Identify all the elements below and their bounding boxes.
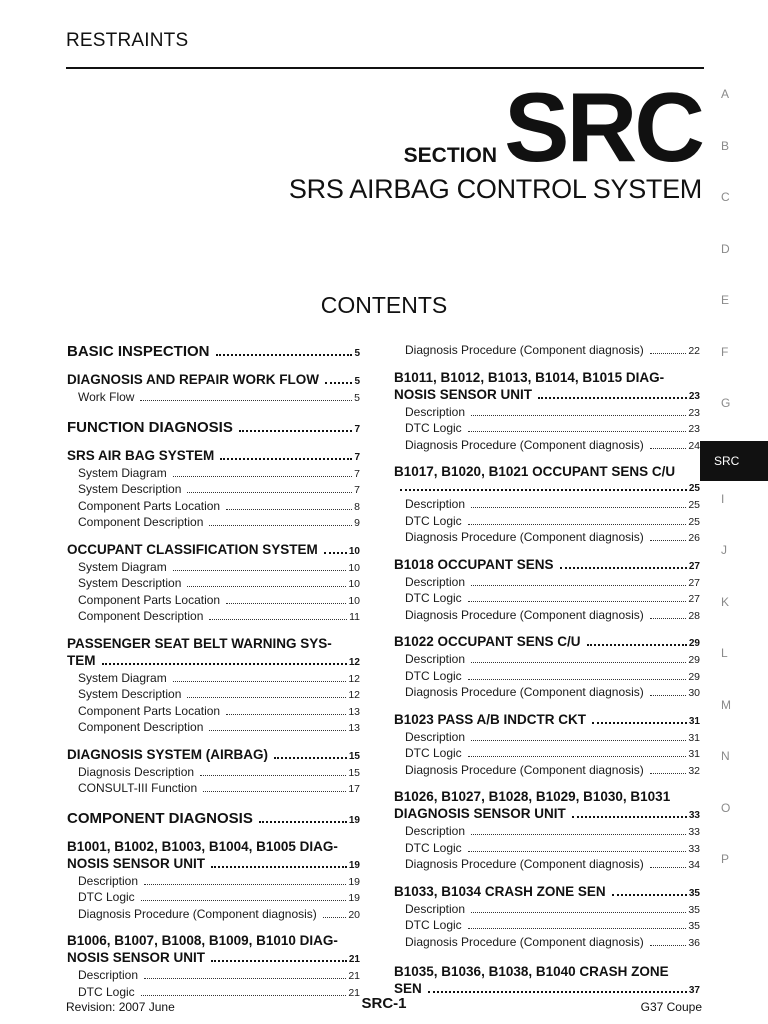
section-tab-f[interactable]: F — [721, 344, 729, 359]
toc-page-number: 13 — [348, 722, 360, 734]
leader-dots — [572, 816, 687, 818]
toc-subentry[interactable] — [394, 902, 700, 919]
toc-page-number: 28 — [688, 609, 700, 622]
toc-entry-title-cont: DIAGNOSIS SENSOR UNIT — [394, 806, 566, 821]
toc-spacer — [67, 829, 360, 838]
toc-subentry[interactable] — [394, 343, 700, 360]
toc-page-number: 22 — [688, 345, 700, 357]
toc-page-number: 20 — [348, 908, 360, 921]
toc-subentry[interactable] — [394, 918, 700, 935]
section-title: SRS AIRBAG CONTROL SYSTEM — [288, 174, 702, 204]
leader-dots — [323, 917, 347, 918]
toc-column-left — [67, 343, 360, 1001]
leader-dots — [471, 912, 686, 913]
toc-page-number: 27 — [688, 560, 700, 572]
toc-entry[interactable] — [67, 419, 360, 438]
leader-dots — [428, 991, 687, 993]
leader-dots — [220, 458, 352, 460]
toc-page-number: 35 — [688, 903, 700, 916]
toc-subentry[interactable] — [67, 765, 360, 782]
toc-page-number: 10 — [348, 561, 360, 574]
toc-subentry[interactable] — [394, 608, 700, 625]
section-index-tabs — [700, 84, 768, 901]
toc-page-number: 25 — [688, 483, 700, 494]
toc-spacer — [394, 454, 700, 463]
toc-entry-title: B1033, B1034 CRASH ZONE SEN — [394, 883, 606, 899]
toc-page-number: 33 — [688, 842, 700, 855]
toc-page-number: 7 — [354, 451, 360, 463]
section-tab-o[interactable]: O — [721, 800, 731, 815]
toc-spacer — [67, 532, 360, 541]
toc-entry-title-line2 — [67, 855, 360, 874]
toc-subentry-title: Diagnosis Procedure (Component diagnosis) — [405, 343, 644, 357]
toc-page-number: 31 — [688, 731, 700, 744]
toc-entry-title-line1: B1026, B1027, B1028, B1029, B1030, B1031 — [394, 789, 671, 804]
toc-entry[interactable] — [67, 371, 360, 390]
toc-page-number: 19 — [348, 814, 360, 826]
toc-subentry-title: Component Description — [78, 515, 204, 529]
leader-dots — [468, 601, 687, 602]
toc-subentry-title: Description — [405, 404, 466, 419]
toc-page-number: 9 — [354, 517, 360, 529]
toc-entry-title-line1: PASSENGER SEAT BELT WARNING SYS- — [67, 635, 332, 651]
toc-entry-title-line1: B1017, B1020, B1021 OCCUPANT SENS C/U — [394, 464, 676, 479]
toc-spacer — [394, 702, 700, 711]
toc-subentry-title: Description — [405, 824, 466, 838]
toc-entry[interactable] — [67, 932, 360, 968]
toc-entry-title-line2 — [67, 949, 360, 968]
leader-dots — [400, 489, 687, 491]
toc-subentry[interactable] — [394, 685, 700, 702]
toc-entry[interactable] — [67, 635, 360, 671]
toc-page-number: 15 — [348, 750, 360, 762]
toc-subentry[interactable] — [67, 609, 360, 626]
leader-dots — [471, 662, 686, 663]
toc-entry-title-line2 — [394, 386, 700, 405]
toc-subentry[interactable] — [67, 390, 360, 407]
toc-subentry[interactable] — [67, 560, 360, 577]
toc-spacer — [394, 779, 700, 788]
toc-subentry-title: DTC Logic — [405, 421, 462, 435]
toc-subentry-title: DTC Logic — [405, 746, 462, 760]
toc-entry[interactable] — [394, 963, 700, 999]
leader-dots — [259, 821, 347, 823]
toc-entry[interactable] — [67, 447, 360, 466]
leader-dots — [650, 867, 687, 868]
leader-dots — [226, 509, 352, 510]
toc-subentry[interactable] — [67, 781, 360, 798]
toc-spacer — [67, 407, 360, 419]
toc-spacer — [67, 923, 360, 932]
leader-dots — [209, 525, 352, 526]
toc-subentry-title: Description — [405, 497, 466, 511]
toc-page-number: 31 — [688, 748, 700, 760]
toc-entry-title: B1022 OCCUPANT SENS C/U — [394, 634, 581, 649]
toc-page-number: 13 — [348, 705, 360, 718]
section-tab-j[interactable]: J — [721, 543, 727, 557]
toc-page-number: 7 — [354, 423, 360, 435]
toc-page-number: 33 — [688, 810, 700, 821]
toc-subentry-title: DTC Logic — [78, 890, 135, 904]
leader-dots — [211, 960, 347, 962]
leader-dots — [239, 430, 353, 432]
toc-subentry[interactable] — [394, 497, 700, 514]
section-code: SRC — [504, 72, 702, 182]
leader-dots — [144, 884, 346, 885]
toc-subentry[interactable] — [394, 841, 700, 858]
toc-entry-title-line1: B1011, B1012, B1013, B1014, B1015 DIAG- — [394, 369, 665, 385]
leader-dots — [468, 679, 687, 680]
toc-subentry-title: Diagnosis Description — [78, 764, 195, 779]
toc-page-number: 12 — [348, 672, 360, 685]
toc-subentry-title: Diagnosis Procedure (Component diagnosis) — [405, 934, 644, 949]
leader-dots — [471, 834, 686, 835]
toc-subentry[interactable] — [67, 482, 360, 499]
toc-page-number: 33 — [688, 826, 700, 838]
toc-column-right — [394, 343, 700, 999]
toc-subentry[interactable] — [394, 575, 700, 592]
toc-page-number: 34 — [688, 859, 700, 871]
toc-subentry[interactable] — [67, 704, 360, 721]
section-tab-e[interactable]: E — [721, 293, 730, 307]
toc-spacer — [394, 547, 700, 556]
leader-dots — [468, 431, 687, 432]
leader-dots — [203, 791, 346, 792]
toc-subentry-title: System Description — [78, 687, 182, 701]
toc-page-number: 29 — [688, 670, 700, 683]
toc-subentry-title: Diagnosis Procedure (Component diagnosis) — [405, 607, 644, 622]
toc-subentry[interactable] — [67, 687, 360, 704]
toc-entry[interactable] — [394, 369, 700, 405]
toc-subentry-title: System Diagram — [78, 465, 167, 480]
leader-dots — [650, 945, 687, 946]
toc-entry-title: DIAGNOSIS SYSTEM (AIRBAG) — [67, 746, 269, 762]
toc-entry-title-line1: B1006, B1007, B1008, B1009, B1010 DIAG- — [67, 933, 338, 948]
toc-entry-title: B1023 PASS A/B INDCTR CKT — [394, 711, 587, 727]
leader-dots — [612, 894, 687, 896]
toc-subentry[interactable] — [394, 652, 700, 669]
leader-dots — [587, 644, 687, 646]
toc-page-number: 19 — [348, 875, 360, 888]
toc-subentry-title: Description — [78, 873, 139, 888]
header-rule — [66, 67, 704, 69]
toc-entry[interactable] — [67, 838, 360, 874]
running-header-category: RESTRAINTS — [66, 30, 189, 51]
toc-subentry-title: Description — [405, 652, 466, 666]
leader-dots — [211, 866, 347, 868]
toc-subentry[interactable] — [394, 763, 700, 780]
toc-page-number: 11 — [349, 611, 360, 623]
toc-entry-title: COMPONENT DIAGNOSIS — [67, 809, 253, 827]
toc-entry[interactable] — [394, 463, 700, 497]
section-tab-src[interactable]: SRC — [700, 441, 768, 481]
toc-page-number: 10 — [348, 545, 360, 557]
toc-entry-title-line2 — [394, 805, 700, 824]
leader-dots — [140, 400, 352, 401]
section-tab-i[interactable]: I — [721, 491, 725, 506]
toc-subentry-title: Diagnosis Procedure (Component diagnosis) — [405, 530, 644, 544]
toc-page-number: 35 — [688, 920, 700, 932]
toc-entry-title-line1: B1035, B1036, B1038, B1040 CRASH ZONE — [394, 964, 669, 979]
toc-subentry-title: Component Parts Location — [78, 703, 221, 718]
toc-page-number: 8 — [354, 500, 360, 513]
toc-page-number: 21 — [348, 970, 360, 982]
toc-entry-title-line1: B1001, B1002, B1003, B1004, B1005 DIAG- — [67, 838, 338, 854]
toc-page-number: 21 — [348, 954, 360, 965]
section-tab-m[interactable]: M — [721, 697, 731, 712]
footer-model: G37 Coupe — [640, 1000, 702, 1014]
section-tab-k[interactable]: K — [721, 594, 730, 609]
leader-dots — [650, 618, 687, 619]
toc-page-number: 27 — [688, 576, 700, 589]
toc-entry-title-cont: NOSIS SENSOR UNIT — [394, 386, 533, 402]
toc-subentry[interactable] — [394, 438, 700, 455]
toc-subentry-title: Diagnosis Procedure (Component diagnosis) — [78, 906, 317, 921]
toc-page-number: 27 — [688, 593, 700, 605]
leader-dots — [209, 619, 347, 620]
toc-entry-title: OCCUPANT CLASSIFICATION SYSTEM — [67, 541, 318, 557]
toc-page-number: 23 — [688, 390, 700, 402]
toc-entry-title-cont: NOSIS SENSOR UNIT — [67, 855, 206, 871]
toc-subentry-title: Diagnosis Procedure (Component diagnosis) — [405, 685, 644, 699]
toc-subentry[interactable] — [394, 514, 700, 531]
toc-entry-title: SRS AIR BAG SYSTEM — [67, 447, 215, 463]
toc-subentry[interactable] — [394, 421, 700, 438]
leader-dots — [650, 695, 687, 696]
toc-page-number: 29 — [688, 654, 700, 666]
leader-dots — [650, 773, 687, 774]
toc-page-number: 23 — [688, 423, 700, 435]
toc-entry[interactable] — [67, 541, 360, 560]
toc-subentry[interactable] — [394, 730, 700, 747]
section-tab-p[interactable]: P — [721, 852, 730, 866]
toc-subentry[interactable] — [394, 857, 700, 874]
leader-dots — [324, 552, 347, 554]
toc-spacer — [67, 438, 360, 447]
toc-subentry[interactable] — [394, 405, 700, 422]
toc-entry-title-cont: SEN — [394, 981, 422, 996]
toc-page-number: 37 — [688, 985, 700, 996]
toc-entry-title-line2 — [67, 652, 360, 671]
toc-page-number: 12 — [348, 656, 360, 668]
toc-spacer — [394, 360, 700, 369]
toc-subentry-title: DTC Logic — [405, 513, 462, 528]
toc-page-number: 5 — [354, 348, 360, 359]
toc-page-number: 10 — [348, 594, 360, 607]
leader-dots — [468, 851, 687, 852]
leader-dots — [102, 663, 347, 665]
toc-page-number: 7 — [354, 484, 360, 496]
toc-subentry[interactable] — [67, 576, 360, 593]
leader-dots — [471, 585, 686, 586]
toc-spacer — [394, 874, 700, 883]
toc-page-number: 29 — [688, 638, 700, 649]
toc-page-number: 25 — [688, 499, 700, 511]
toc-subentry-title: Component Parts Location — [78, 592, 221, 607]
section-tab-n[interactable]: N — [721, 749, 730, 763]
toc-entry[interactable] — [394, 633, 700, 652]
toc-page-number: 35 — [688, 887, 700, 899]
toc-subentry[interactable] — [67, 515, 360, 532]
toc-subentry[interactable] — [394, 824, 700, 841]
leader-dots — [173, 681, 347, 682]
toc-spacer — [394, 951, 700, 963]
toc-subentry-title: Component Description — [78, 609, 204, 623]
section-tab-c[interactable]: C — [721, 190, 730, 204]
leader-dots — [141, 900, 347, 901]
toc-entry-title-cont: NOSIS SENSOR UNIT — [67, 950, 206, 965]
leader-dots — [471, 740, 686, 741]
toc-subentry-title: DTC Logic — [405, 591, 462, 605]
toc-subentry-title: Description — [405, 729, 466, 744]
toc-subentry-title: System Description — [78, 482, 182, 496]
leader-dots — [468, 928, 687, 929]
toc-entry[interactable] — [67, 343, 360, 362]
toc-entry[interactable] — [67, 810, 360, 829]
toc-entry[interactable] — [394, 711, 700, 730]
toc-page-number: 24 — [688, 439, 700, 452]
footer-revision: Revision: 2007 June — [66, 1000, 175, 1014]
toc-subentry[interactable] — [67, 593, 360, 610]
leader-dots — [274, 757, 347, 759]
toc-subentry-title: Description — [405, 574, 466, 589]
toc-subentry-title: Description — [78, 968, 139, 982]
toc-subentry-title: System Diagram — [78, 559, 167, 574]
leader-dots — [560, 567, 687, 569]
toc-subentry[interactable] — [67, 874, 360, 891]
leader-dots — [226, 603, 346, 604]
toc-subentry[interactable] — [67, 890, 360, 907]
toc-subentry-title: Work Flow — [78, 390, 135, 404]
leader-dots — [209, 730, 346, 731]
toc-entry[interactable] — [67, 746, 360, 765]
toc-page-number: 32 — [688, 764, 700, 777]
toc-page-number: 36 — [688, 936, 700, 949]
toc-entry[interactable] — [394, 556, 700, 575]
toc-subentry[interactable] — [67, 907, 360, 924]
toc-subentry-title: Component Parts Location — [78, 498, 221, 513]
leader-dots — [650, 448, 687, 449]
toc-entry-title: FUNCTION DIAGNOSIS — [67, 418, 233, 436]
leader-dots — [592, 722, 687, 724]
toc-entry[interactable] — [394, 883, 700, 902]
toc-page-number: 19 — [348, 892, 360, 904]
leader-dots — [187, 586, 346, 587]
toc-spacer — [67, 626, 360, 635]
section-tab-a[interactable]: A — [721, 87, 730, 101]
leader-dots — [216, 354, 353, 356]
leader-dots — [187, 492, 352, 493]
leader-dots — [144, 978, 346, 979]
leader-dots — [173, 570, 347, 571]
toc-subentry-title: Diagnosis Procedure (Component diagnosis) — [405, 857, 644, 871]
toc-subentry-title: DTC Logic — [405, 840, 462, 855]
toc-page-number: 19 — [348, 859, 360, 871]
section-tab-g[interactable]: G — [721, 396, 731, 410]
toc-subentry-title: DTC Logic — [78, 984, 135, 999]
toc-subentry[interactable] — [394, 591, 700, 608]
toc-subentry-title: Diagnosis Procedure (Component diagnosis) — [405, 437, 644, 452]
toc-subentry[interactable] — [67, 968, 360, 985]
section-tab-l[interactable]: L — [721, 646, 728, 660]
toc-subentry-title: DTC Logic — [405, 668, 462, 683]
toc-page-number: 26 — [688, 532, 700, 544]
leader-dots — [187, 697, 346, 698]
toc-subentry[interactable] — [67, 671, 360, 688]
toc-subentry[interactable] — [394, 746, 700, 763]
toc-page-number: 5 — [354, 392, 360, 404]
toc-page-number: 5 — [354, 376, 360, 387]
toc-page-number: 30 — [688, 687, 700, 699]
toc-page-number: 15 — [348, 766, 360, 779]
toc-entry-title: DIAGNOSIS AND REPAIR WORK FLOW — [67, 372, 319, 387]
leader-dots — [471, 415, 686, 416]
toc-page-number: 21 — [348, 986, 360, 999]
toc-spacer — [394, 624, 700, 633]
toc-subentry[interactable] — [67, 466, 360, 483]
toc-subentry-title: Component Description — [78, 720, 204, 734]
leader-dots — [650, 540, 687, 541]
toc-subentry[interactable] — [394, 669, 700, 686]
toc-page-number: 7 — [354, 467, 360, 480]
toc-subentry-title: Diagnosis Procedure (Component diagnosis) — [405, 762, 644, 777]
toc-entry-title-line2 — [394, 480, 700, 497]
toc-page-number: 10 — [348, 578, 360, 590]
leader-dots — [200, 775, 346, 776]
toc-subentry[interactable] — [394, 935, 700, 952]
toc-subentry-title: DTC Logic — [405, 918, 462, 932]
toc-subentry-title: System Diagram — [78, 670, 167, 685]
leader-dots — [226, 714, 346, 715]
leader-dots — [325, 382, 352, 384]
leader-dots — [538, 397, 687, 399]
toc-spacer — [67, 737, 360, 746]
toc-subentry[interactable] — [67, 499, 360, 516]
contents-heading: CONTENTS — [320, 292, 448, 318]
toc-entry-title: BASIC INSPECTION — [67, 343, 210, 360]
leader-dots — [468, 524, 687, 525]
toc-subentry-title: System Description — [78, 576, 182, 590]
toc-subentry[interactable] — [67, 720, 360, 737]
toc-page-number: 23 — [688, 406, 700, 419]
leader-dots — [471, 507, 686, 508]
toc-entry-title-cont: TEM — [67, 652, 96, 668]
toc-entry-title: B1018 OCCUPANT SENS — [394, 556, 554, 572]
toc-subentry[interactable] — [394, 530, 700, 547]
footer-page-id: SRC-1 — [361, 995, 407, 1012]
toc-page-number: 31 — [688, 715, 700, 727]
toc-subentry-title: CONSULT-III Function — [78, 781, 198, 795]
section-tab-d[interactable]: D — [721, 241, 730, 256]
section-tab-b[interactable]: B — [721, 138, 730, 153]
toc-page-number: 17 — [348, 783, 360, 795]
leader-dots — [173, 476, 352, 477]
leader-dots — [468, 756, 687, 757]
leader-dots — [650, 353, 687, 354]
toc-spacer — [67, 798, 360, 810]
section-label: SECTION — [403, 144, 497, 167]
toc-page-number: 25 — [688, 515, 700, 528]
toc-spacer — [67, 362, 360, 371]
toc-entry[interactable] — [394, 788, 700, 824]
toc-subentry-title: Description — [405, 901, 466, 916]
toc-page-number: 12 — [348, 689, 360, 701]
